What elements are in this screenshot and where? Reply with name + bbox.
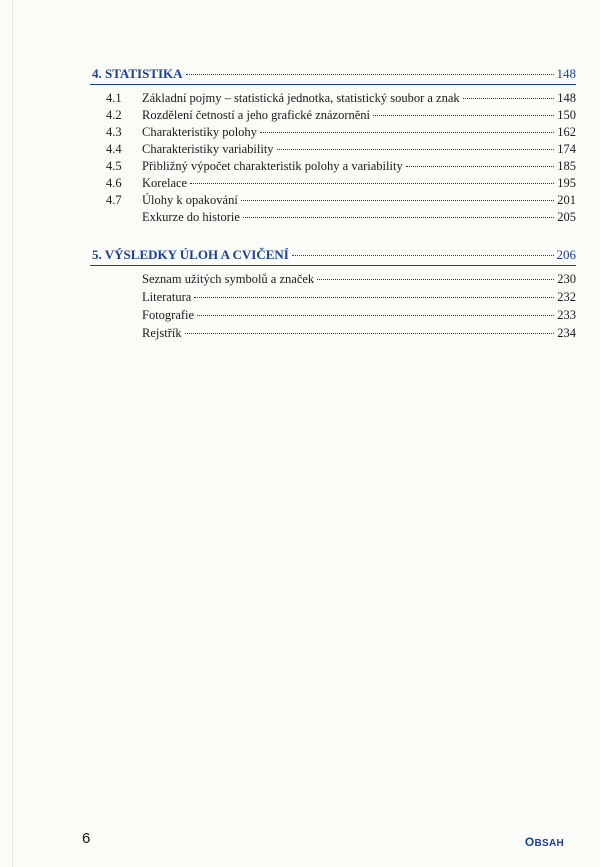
chapter-page: 148 [556, 66, 576, 81]
dot-leader [373, 115, 554, 116]
entry-title: Korelace [142, 176, 188, 190]
entry-title: Charakteristiky polohy [142, 125, 257, 139]
toc-entry[interactable] [106, 210, 576, 228]
chapter-title: 5. VÝSLEDKY ÚLOH A CVIČENÍ [92, 247, 289, 262]
entry-page: 185 [557, 159, 576, 173]
entry-page: 234 [557, 326, 576, 340]
toc-entry[interactable] [106, 193, 576, 211]
toc-entry[interactable] [142, 272, 576, 290]
entry-number: 4.6 [106, 176, 122, 190]
dot-leader [463, 98, 555, 99]
toc-entry[interactable] [106, 91, 576, 109]
dot-leader [197, 315, 554, 316]
dot-leader [260, 132, 554, 133]
toc-entry[interactable] [106, 125, 576, 143]
entry-page: 195 [557, 176, 576, 190]
toc-entry[interactable] [106, 108, 576, 126]
entry-number: 4.5 [106, 159, 122, 173]
dot-leader [190, 183, 554, 184]
toc-chapter-4[interactable] [92, 66, 576, 82]
entry-title: Literatura [142, 290, 192, 304]
entry-number: 4.7 [106, 193, 122, 207]
dot-leader [186, 74, 554, 75]
entry-page: 174 [557, 142, 576, 156]
entry-page: 148 [557, 91, 576, 105]
entry-title: Fotografie [142, 308, 195, 322]
entry-title: Rozdělení četností a jeho grafické znázornění [142, 108, 371, 122]
toc-entry[interactable] [106, 142, 576, 160]
toc-entry[interactable] [142, 308, 576, 326]
entry-title: Seznam užitých symbolů a značek [142, 272, 315, 286]
chapter-rule [90, 265, 576, 266]
entry-title: Rejstřík [142, 326, 182, 340]
section-label [525, 835, 564, 849]
entry-title: Exkurze do historie [142, 210, 240, 224]
entry-page: 162 [557, 125, 576, 139]
entry-title: Charakteristiky variability [142, 142, 274, 156]
chapter-rule [90, 84, 576, 85]
dot-leader [194, 297, 554, 298]
chapter-title: 4. STATISTIKA [92, 66, 183, 81]
entry-page: 233 [557, 308, 576, 322]
dot-leader [292, 255, 554, 256]
entry-number: 4.2 [106, 108, 122, 122]
entry-title: Základní pojmy – statistická jednotka, statistický soubor a znak [142, 91, 460, 105]
dot-leader [185, 333, 555, 334]
page-number: 6 [82, 830, 91, 847]
page-edge-line [12, 0, 13, 867]
entry-number: 4.4 [106, 142, 122, 156]
toc-entry[interactable] [106, 159, 576, 177]
entry-number: 4.3 [106, 125, 122, 139]
dot-leader [243, 217, 554, 218]
entry-number: 4.1 [106, 91, 122, 105]
section-label-rest: BSAH [534, 838, 564, 849]
dot-leader [317, 279, 554, 280]
entry-page: 201 [557, 193, 576, 207]
toc-entry[interactable] [142, 326, 576, 344]
entry-title: Přibližný výpočet charakteristik polohy a variability [142, 159, 403, 173]
dot-leader [277, 149, 555, 150]
entry-page: 150 [557, 108, 576, 122]
entry-page: 230 [557, 272, 576, 286]
entry-page: 205 [557, 210, 576, 224]
dot-leader [406, 166, 555, 167]
toc-chapter-5[interactable] [92, 247, 576, 263]
dot-leader [241, 200, 554, 201]
entry-title: Úlohy k opakování [142, 193, 238, 207]
toc-entry[interactable] [142, 290, 576, 308]
entry-page: 232 [557, 290, 576, 304]
toc-entry[interactable] [106, 176, 576, 194]
section-label-initial: O [524, 835, 535, 849]
chapter-page: 206 [556, 247, 576, 262]
